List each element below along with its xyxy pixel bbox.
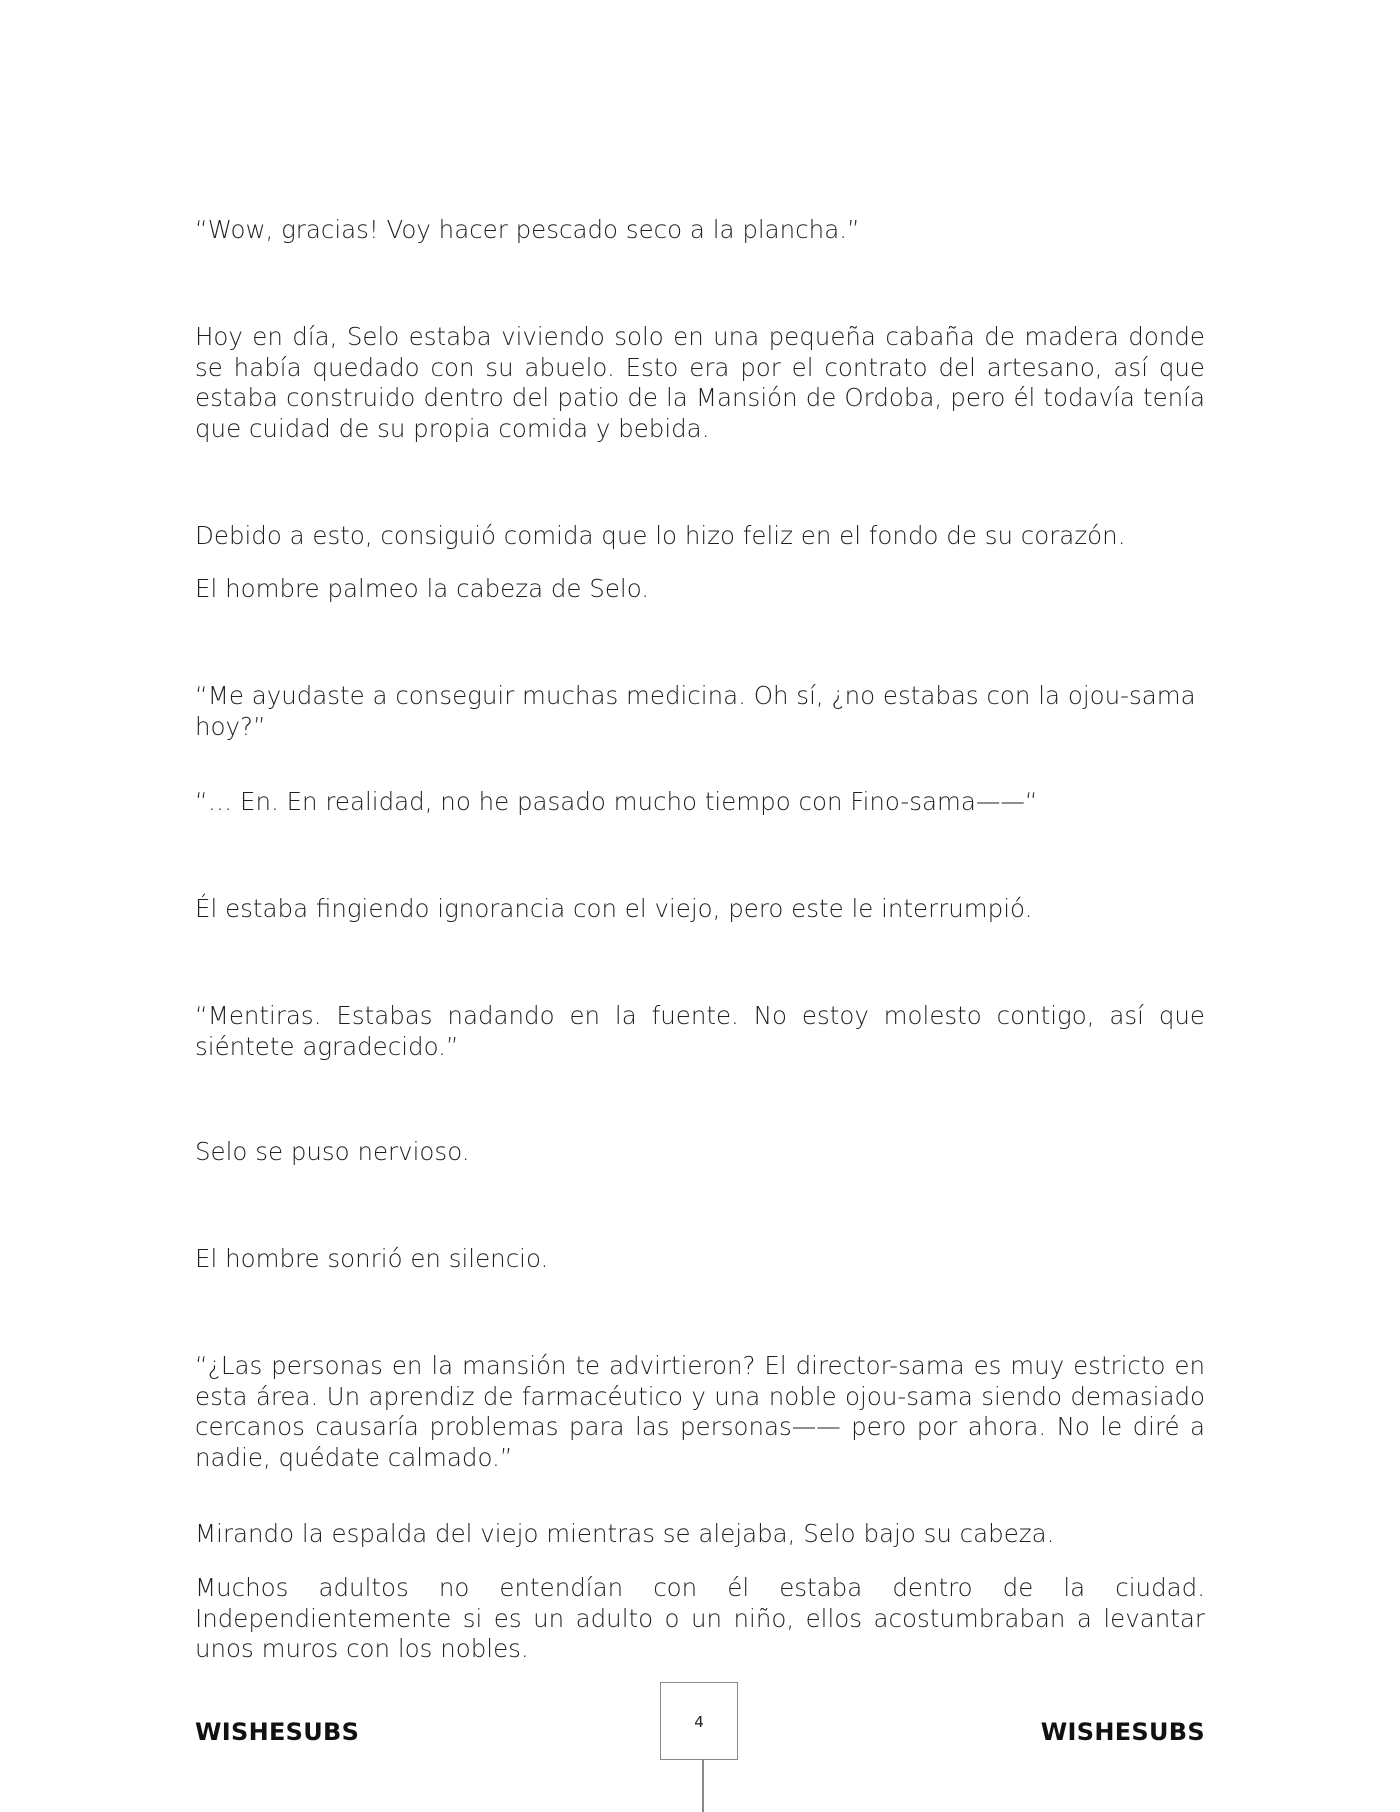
paragraph: Debido a esto, consiguió comida que lo hizo feliz en el fondo de su corazón. <box>195 521 1126 550</box>
paragraph: El hombre sonrió en silencio. <box>195 1244 549 1273</box>
paragraph: El hombre palmeo la cabeza de Selo. <box>195 574 650 603</box>
paragraph: Muchos adultos no entendían con él estaba dentro de la ciudad. Independientemente si es un adulto o un niño, ellos acostumbraban a levantar unos muros con los nobles. <box>195 1573 1205 1664</box>
paragraph: Mirando la espalda del viejo mientras se alejaba, Selo bajo su cabeza. <box>195 1519 1055 1548</box>
paragraph: Hoy en día, Selo estaba viviendo solo en una pequeña cabaña de madera donde se había quedado con su abuelo. Esto era por el contrato del artesano, así que estaba construido dentro del patio de la Mansión de Ordoba, pero él todavía tenía que cuidad de su propia comida y bebida. <box>195 322 1205 443</box>
paragraph: Él estaba fingiendo ignorancia con el viejo, pero este le interrumpió. <box>195 894 1033 923</box>
page-number: 4 <box>694 1713 704 1731</box>
paragraph: “Wow, gracias! Voy hacer pescado seco a la plancha.” <box>195 215 860 244</box>
paragraph: “… En. En realidad, no he pasado mucho tiempo con Fino-sama——“ <box>195 787 1038 816</box>
page-number-stem <box>702 1760 704 1812</box>
paragraph: “¿Las personas en la mansión te advirtieron? El director-sama es muy estricto en esta área. Un aprendiz de farmacéutico y una noble ojou-sama siendo demasiado cercanos causaría problemas para las personas—— pero por ahora. No le diré a nadie, quédate calmado.” <box>195 1351 1205 1472</box>
paragraph: Selo se puso nervioso. <box>195 1137 470 1166</box>
page-number-box <box>660 1682 738 1760</box>
footer-brand-right: WISHESUBS <box>1040 1718 1205 1746</box>
paragraph: “Me ayudaste a conseguir muchas medicina. Oh sí, ¿no estabas con la ojou-sama hoy?” <box>195 681 1196 741</box>
paragraph: “Mentiras. Estabas nadando en la fuente. No estoy molesto contigo, así que siéntete agradecido.” <box>195 1001 1205 1061</box>
footer-brand-left: WISHESUBS <box>195 1718 360 1746</box>
